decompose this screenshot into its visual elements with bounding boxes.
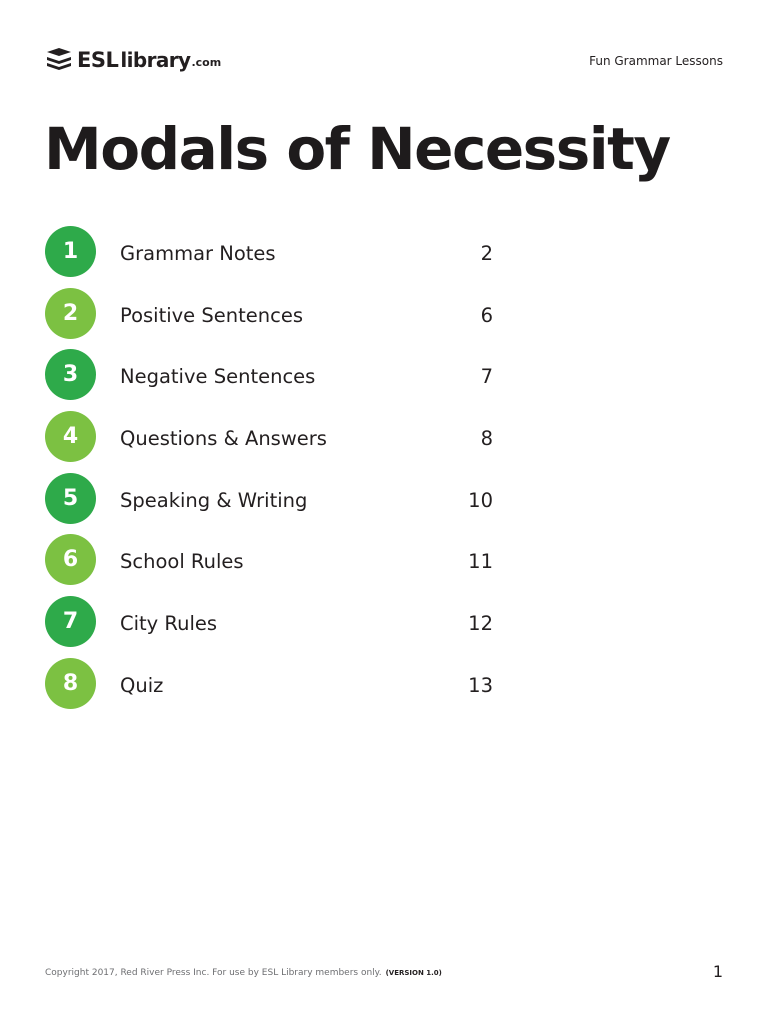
section-number-badge: 3 [45,349,96,400]
toc-row[interactable] [45,473,505,525]
version-label: (VERSION 1.0) [385,969,442,977]
section-page-number: 8 [480,427,493,451]
esl-library-logo[interactable] [45,44,221,76]
book-stack-icon [45,46,73,74]
copyright-text: Copyright 2017, Red River Press Inc. For use by ESL Library members only. [45,968,382,978]
toc-row[interactable] [45,658,505,710]
section-title[interactable]: Quiz [120,673,164,697]
section-page-number: 6 [480,303,493,327]
page-number: 1 [712,962,723,981]
page-header [45,44,723,78]
section-page-number: 12 [468,612,493,636]
section-title[interactable]: Grammar Notes [120,242,276,265]
section-title[interactable]: City Rules [120,612,218,636]
logo-esl-text: ESL [77,48,119,72]
section-page-number: 7 [480,365,493,389]
section-number-badge: 5 [45,473,96,524]
section-title[interactable]: Negative Sentences [120,365,316,389]
section-number-badge: 2 [45,288,96,339]
toc-row[interactable] [45,411,505,463]
section-title[interactable]: Speaking & Writing [120,488,308,512]
section-page-number: 13 [468,673,493,697]
section-number-badge: 4 [45,411,96,462]
toc-row[interactable] [45,534,505,586]
table-of-contents [45,226,505,720]
toc-row[interactable] [45,596,505,648]
logo-com-text: .com [191,56,222,69]
page-title: Modals of Necessity [44,115,670,183]
copyright-footer [45,968,442,978]
section-number-badge: 7 [45,596,96,647]
section-title[interactable]: Questions & Answers [120,427,327,451]
toc-row[interactable] [45,349,505,401]
series-label: Fun Grammar Lessons [589,54,723,68]
section-number-badge: 8 [45,658,96,709]
toc-row[interactable] [45,226,505,278]
logo-library-text: library [120,48,191,72]
section-page-number: 11 [468,550,493,574]
toc-row[interactable] [45,288,505,340]
section-number-badge: 6 [45,534,96,585]
section-page-number: 10 [468,488,493,512]
section-page-number: 2 [480,242,493,265]
section-title[interactable]: Positive Sentences [120,303,303,327]
section-number-badge: 1 [45,226,96,277]
section-title[interactable]: School Rules [120,550,244,574]
